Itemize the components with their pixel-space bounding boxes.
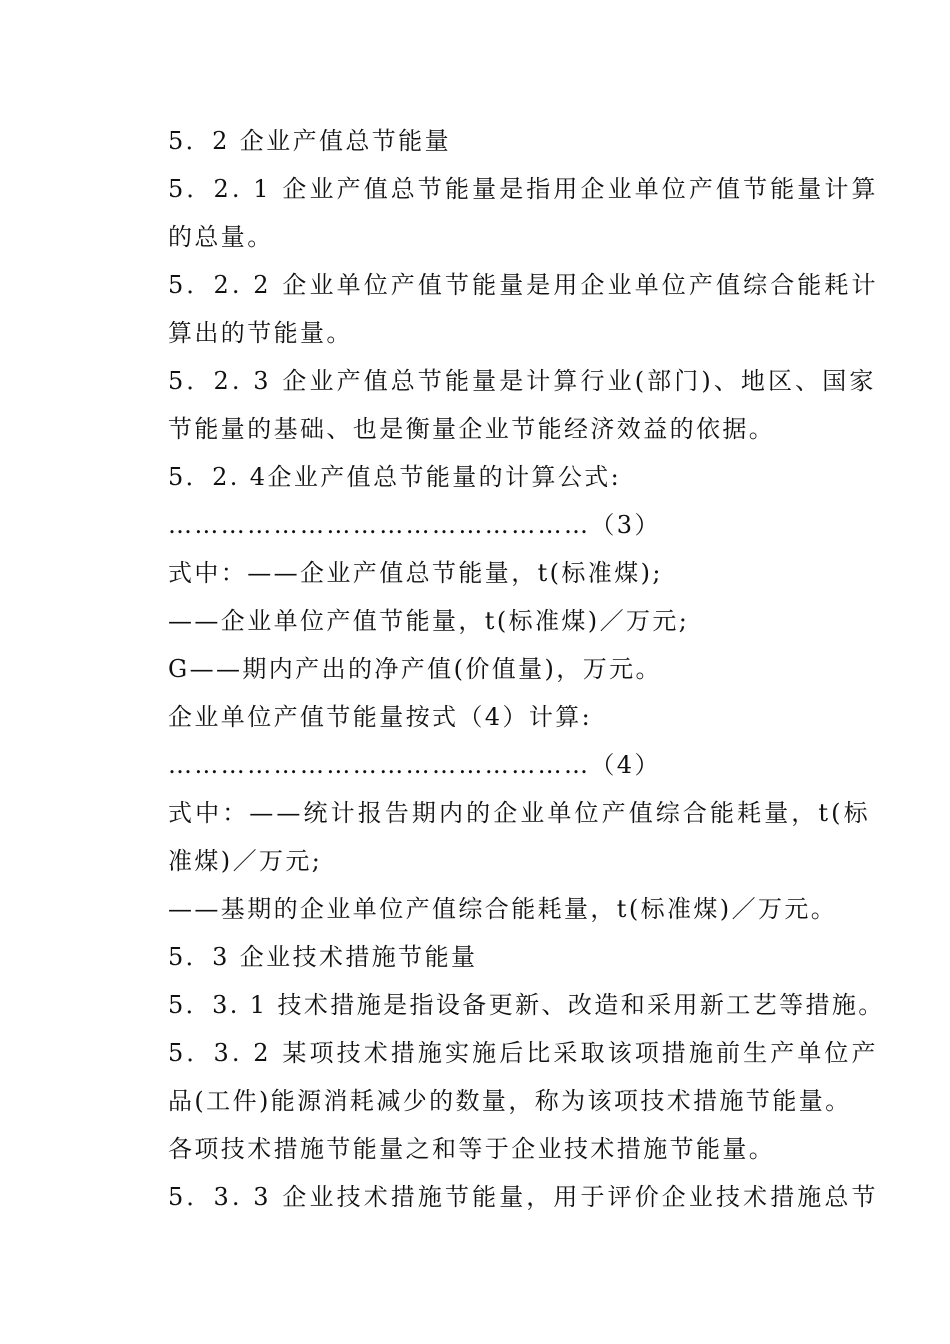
clause-5-2-4: 5．2. 4企业产值总节能量的计算公式: bbox=[168, 463, 622, 491]
formula-4-intro: 企业单位产值节能量按式（4）计算: bbox=[168, 703, 593, 731]
clause-5-3-3: 5．3. 3 企业技术措施节能量，用于评价企业技术措施总节 bbox=[168, 1183, 879, 1211]
formula-4-definition-1: 式中：——统计报告期内的企业单位产值综合能耗量，t(标 bbox=[168, 799, 871, 827]
clause-5-2-3: 5．2. 3 企业产值总节能量是计算行业(部门)、地区、国家 bbox=[168, 367, 877, 395]
clause-5-3-1: 5．3. 1 技术措施是指设备更新、改造和采用新工艺等措施。 bbox=[168, 991, 885, 1019]
formula-4-definition-1-continued: 准煤)／万元; bbox=[168, 847, 323, 875]
section-heading-5-3: 5．3 企业技术措施节能量 bbox=[168, 943, 478, 971]
clause-5-2-2-continued: 算出的节能量。 bbox=[168, 319, 353, 347]
formula-3-definition-1: 式中：——企业产值总节能量，t(标准煤); bbox=[168, 559, 663, 587]
formula-4-placeholder: …………………………………………（4） bbox=[168, 751, 661, 779]
clause-5-3-2-continued: 品(工件)能源消耗减少的数量，称为该项技术措施节能量。 bbox=[168, 1087, 852, 1115]
clause-5-2-3-continued: 节能量的基础、也是衡量企业节能经济效益的依据。 bbox=[168, 415, 776, 443]
section-heading-5-2: 5．2 企业产值总节能量 bbox=[168, 127, 451, 155]
clause-5-3-2-summary: 各项技术措施节能量之和等于企业技术措施节能量。 bbox=[168, 1135, 776, 1163]
clause-5-2-1: 5．2. 1 企业产值总节能量是指用企业单位产值节能量计算 bbox=[168, 175, 879, 203]
clause-5-3-2: 5．3. 2 某项技术措施实施后比采取该项措施前生产单位产 bbox=[168, 1039, 879, 1067]
formula-3-definition-3: G——期内产出的净产值(价值量)，万元。 bbox=[168, 655, 662, 683]
formula-3-definition-2: ——企业单位产值节能量，t(标准煤)／万元; bbox=[168, 607, 690, 635]
formula-3-placeholder: …………………………………………（3） bbox=[168, 511, 661, 539]
clause-5-2-1-continued: 的总量。 bbox=[168, 223, 274, 251]
formula-4-definition-2: ——基期的企业单位产值综合能耗量，t(标准煤)／万元。 bbox=[168, 895, 838, 923]
clause-5-2-2: 5．2. 2 企业单位产值节能量是用企业单位产值综合能耗计 bbox=[168, 271, 879, 299]
